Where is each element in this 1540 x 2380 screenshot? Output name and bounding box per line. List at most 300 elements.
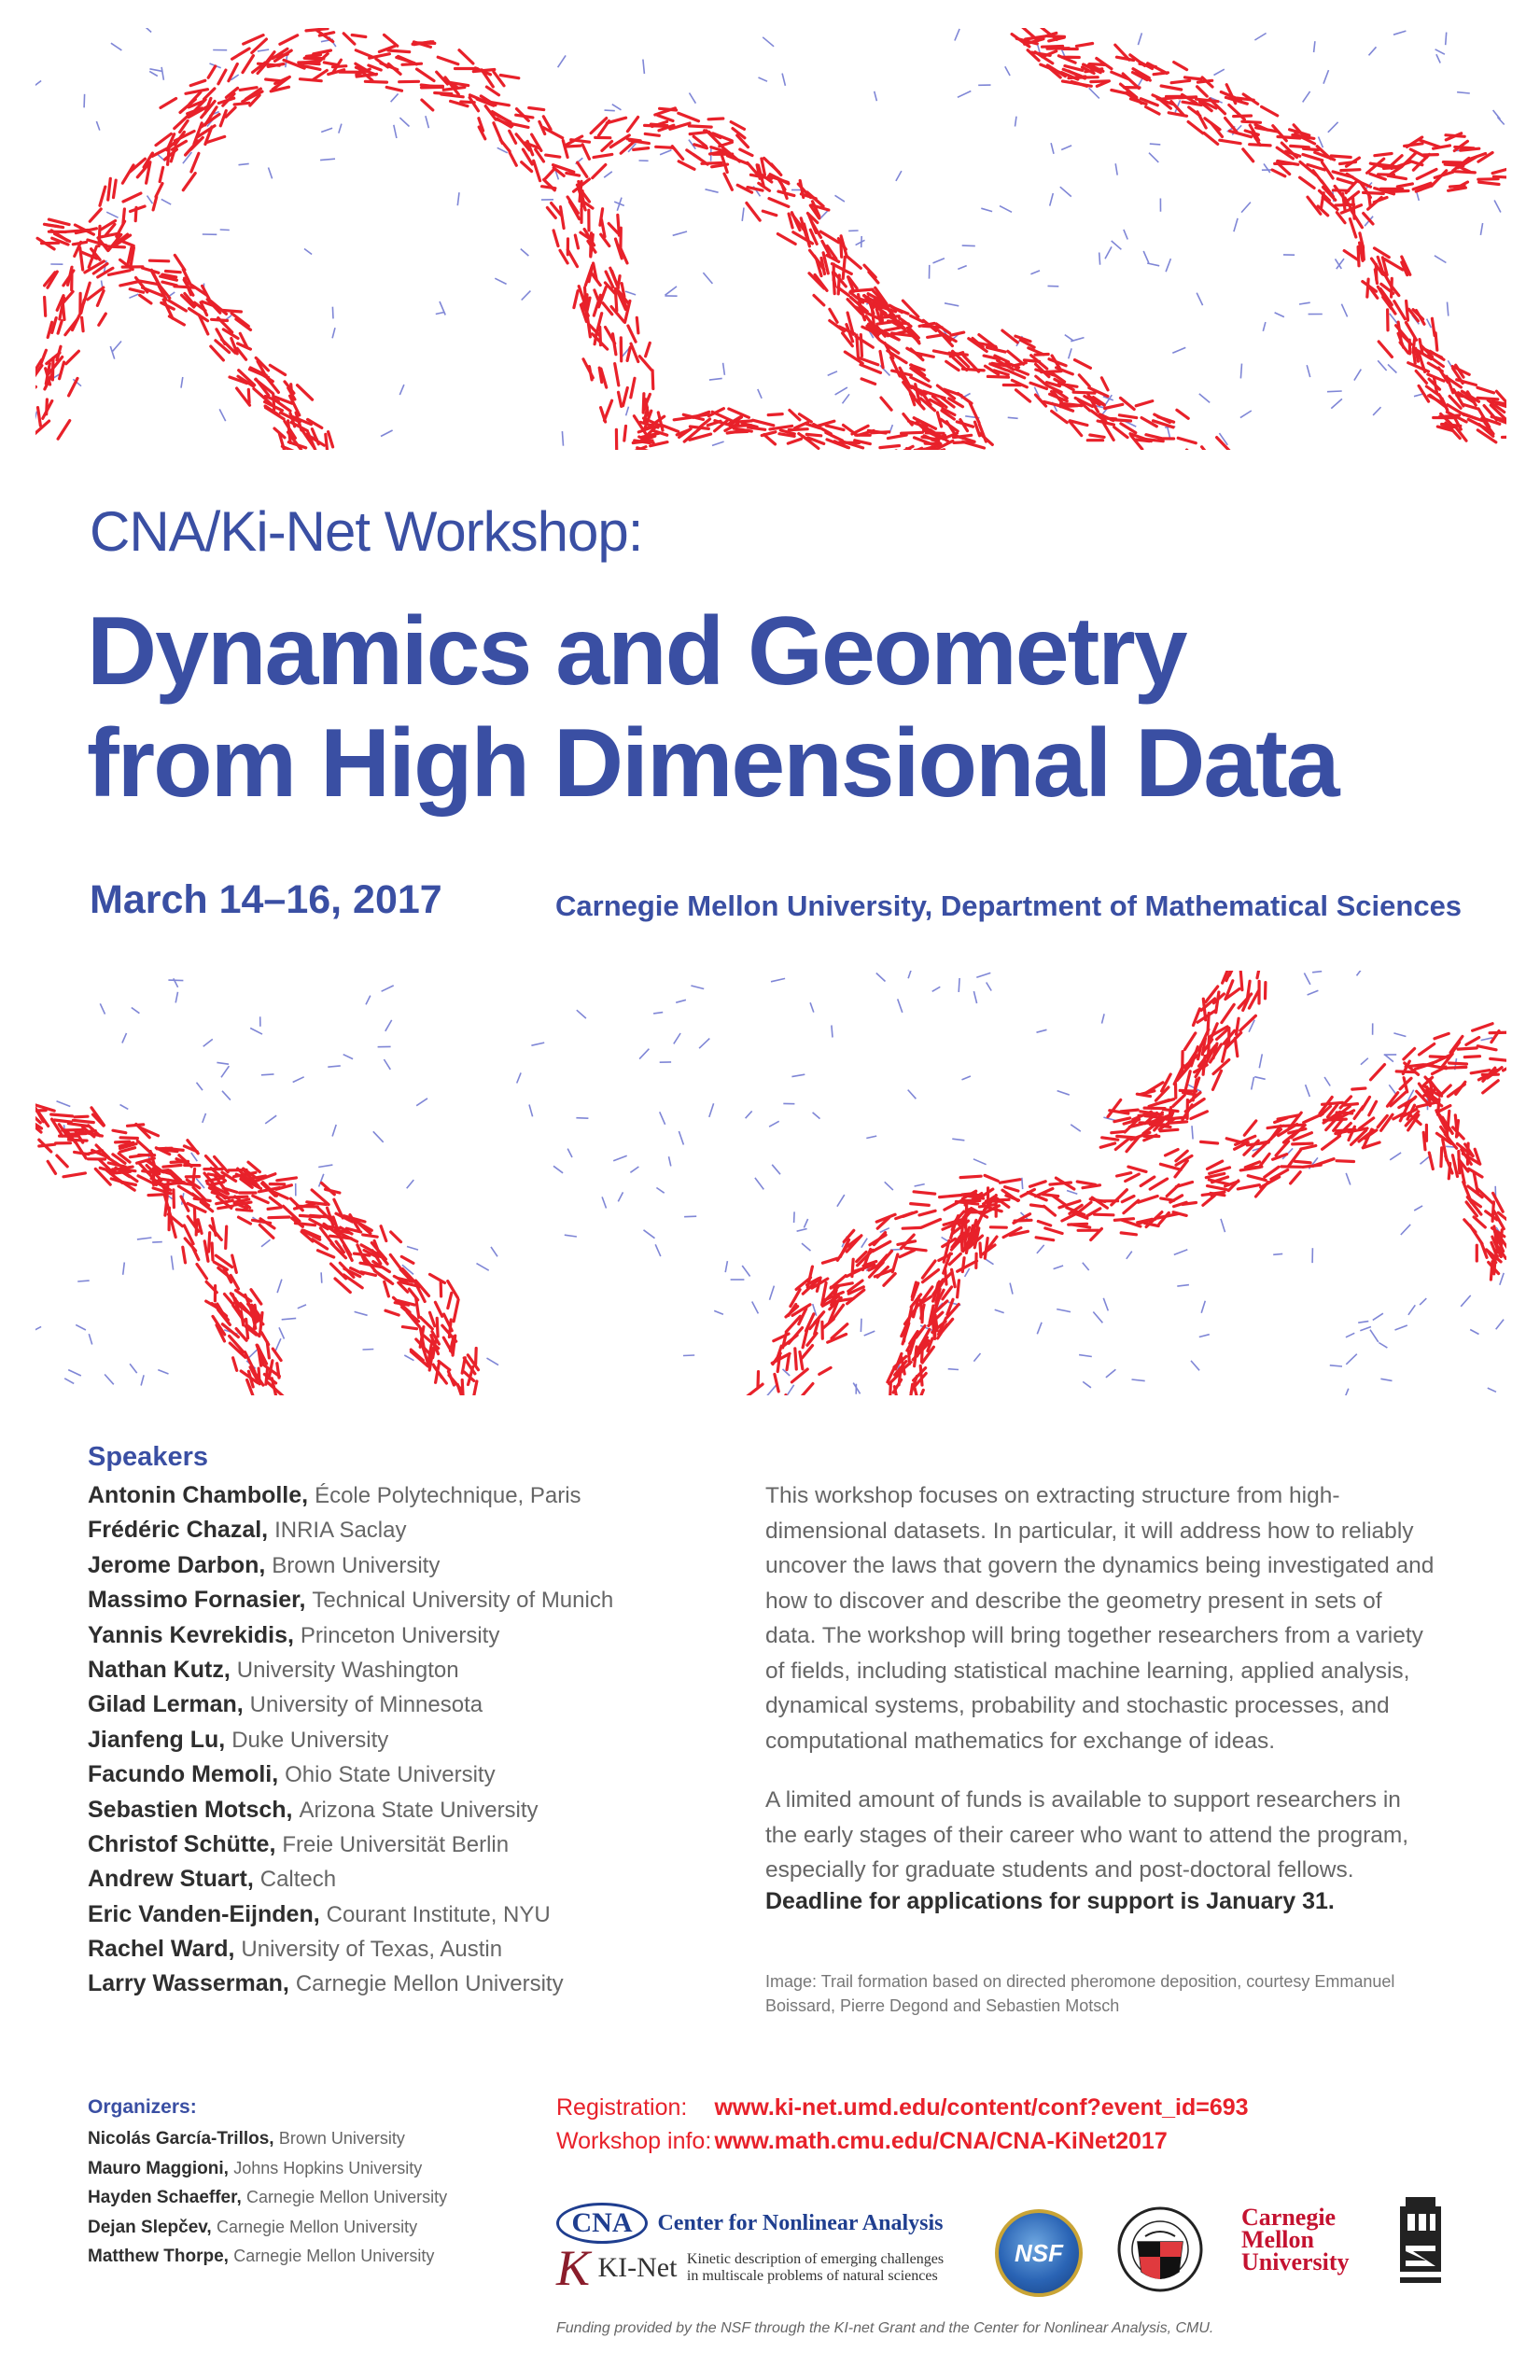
trail-particle bbox=[960, 1176, 981, 1177]
trail-particle bbox=[1210, 1168, 1230, 1174]
trail-particle bbox=[73, 1120, 93, 1122]
trail-particle bbox=[269, 1361, 273, 1379]
free-particle bbox=[1079, 1355, 1092, 1357]
trail-particle bbox=[218, 70, 226, 84]
trail-particle bbox=[402, 63, 422, 64]
trail-particle bbox=[120, 1138, 137, 1139]
trail-particle bbox=[605, 400, 612, 420]
free-particle bbox=[981, 208, 992, 211]
trail-particle bbox=[35, 1111, 46, 1112]
trail-particle bbox=[385, 1281, 389, 1296]
free-particle bbox=[172, 1255, 174, 1269]
trail-particle bbox=[567, 173, 580, 175]
trail-particle bbox=[1272, 170, 1285, 176]
trail-particle bbox=[627, 118, 637, 132]
trail-particle bbox=[819, 1367, 831, 1374]
free-particle bbox=[576, 1118, 588, 1119]
trail-particle bbox=[1149, 1100, 1169, 1107]
trail-particle bbox=[1059, 384, 1078, 386]
free-particle bbox=[1401, 1225, 1410, 1235]
trail-particle bbox=[1503, 437, 1507, 438]
trail-particle bbox=[390, 1254, 401, 1269]
trail-particle bbox=[153, 197, 157, 210]
free-particle bbox=[1191, 1361, 1199, 1370]
workshop-info-link[interactable]: www.math.cmu.edu/CNA/CNA-KiNet2017 bbox=[714, 2128, 1168, 2154]
free-particle bbox=[958, 266, 966, 270]
free-particle bbox=[908, 1090, 917, 1099]
free-particle bbox=[794, 1211, 795, 1223]
trail-particle bbox=[1091, 81, 1108, 82]
free-particle bbox=[767, 1385, 777, 1395]
trail-particle bbox=[114, 180, 117, 198]
trail-particle bbox=[900, 1251, 915, 1257]
trail-particle bbox=[768, 414, 782, 415]
free-particle bbox=[1174, 1250, 1188, 1255]
trail-particle bbox=[1044, 1206, 1056, 1215]
trail-particle bbox=[1124, 1200, 1139, 1213]
free-particle bbox=[265, 1115, 276, 1124]
trail-particle bbox=[277, 1178, 297, 1181]
free-particle bbox=[1308, 990, 1319, 995]
trail-particle bbox=[356, 50, 371, 57]
trail-particle bbox=[1479, 182, 1499, 184]
trail-particle bbox=[266, 1368, 268, 1384]
free-particle bbox=[802, 1243, 811, 1251]
trail-particle bbox=[593, 165, 606, 178]
trail-particle bbox=[791, 1369, 807, 1382]
kinet-logo bbox=[556, 2240, 945, 2296]
free-particle bbox=[1000, 206, 1012, 213]
trail-particle bbox=[1047, 36, 1064, 37]
trail-particle bbox=[66, 351, 79, 364]
free-particle bbox=[1103, 1117, 1115, 1120]
free-particle bbox=[141, 1375, 144, 1385]
trail-particle bbox=[885, 328, 901, 330]
trail-particle bbox=[259, 63, 280, 65]
trail-particle bbox=[448, 1281, 458, 1298]
free-particle bbox=[665, 287, 678, 295]
free-particle bbox=[529, 1105, 533, 1117]
trail-particle bbox=[1467, 1143, 1468, 1164]
free-particle bbox=[277, 1280, 282, 1294]
trail-particle bbox=[789, 1328, 803, 1344]
trail-particle bbox=[1139, 1197, 1158, 1203]
trail-particle bbox=[270, 365, 285, 374]
free-particle bbox=[96, 121, 99, 131]
trail-particle bbox=[75, 1152, 89, 1154]
trail-particle bbox=[637, 317, 638, 333]
trail-particle bbox=[902, 432, 923, 433]
trail-particle bbox=[861, 379, 875, 385]
trail-particle bbox=[365, 81, 386, 82]
trail-particle bbox=[1477, 387, 1494, 393]
free-particle bbox=[1106, 1369, 1116, 1378]
trail-particle bbox=[280, 35, 298, 45]
free-particle bbox=[684, 1216, 696, 1217]
free-particle bbox=[1358, 1322, 1368, 1323]
trail-particle bbox=[1038, 1222, 1050, 1226]
free-particle bbox=[772, 1165, 780, 1174]
trail-particle bbox=[693, 155, 707, 165]
trail-particle bbox=[970, 403, 979, 423]
organizer-affiliation: Carnegie Mellon University bbox=[233, 2247, 435, 2265]
trail-particle bbox=[1353, 198, 1355, 218]
trail-particle bbox=[1090, 435, 1104, 437]
free-particle bbox=[876, 973, 886, 982]
trail-particle bbox=[1122, 1197, 1134, 1202]
free-particle bbox=[1304, 973, 1310, 985]
cmu-logo-line-1: Carnegie bbox=[1241, 2204, 1337, 2231]
free-particle bbox=[1263, 322, 1266, 331]
free-particle bbox=[932, 987, 941, 991]
free-particle bbox=[1201, 1301, 1205, 1313]
trail-particle bbox=[160, 167, 163, 181]
trail-particle bbox=[1100, 1143, 1114, 1147]
free-particle bbox=[1331, 399, 1342, 408]
free-particle bbox=[1264, 163, 1270, 173]
trail-particle bbox=[194, 1208, 195, 1226]
free-particle bbox=[742, 208, 744, 221]
trail-particle bbox=[553, 231, 558, 246]
trail-particle bbox=[474, 1381, 477, 1395]
trail-particle bbox=[727, 156, 748, 164]
free-particle bbox=[1015, 117, 1017, 127]
trail-particle bbox=[1379, 342, 1392, 357]
speakers-list bbox=[88, 1478, 613, 2002]
trail-particle bbox=[1095, 1214, 1113, 1215]
speaker-name: Massimo Fornasier, bbox=[88, 1587, 306, 1614]
trail-particle bbox=[1435, 333, 1437, 350]
trail-particle bbox=[962, 1258, 964, 1272]
free-particle bbox=[752, 1302, 759, 1314]
trail-particle bbox=[1179, 97, 1197, 98]
free-particle bbox=[669, 1156, 671, 1166]
trail-particle bbox=[928, 335, 942, 337]
free-particle bbox=[1414, 1206, 1422, 1211]
trail-particle bbox=[603, 303, 612, 315]
trail-particle bbox=[619, 392, 622, 406]
free-particle bbox=[382, 986, 394, 991]
trail-particle bbox=[753, 420, 774, 426]
trail-particle bbox=[610, 135, 629, 147]
trail-particle bbox=[1491, 1058, 1506, 1060]
free-particle bbox=[328, 1066, 341, 1067]
trail-particle bbox=[1052, 412, 1068, 423]
trail-particle bbox=[1293, 1143, 1312, 1144]
free-particle bbox=[1346, 1354, 1357, 1365]
trail-particle bbox=[1457, 1121, 1459, 1137]
trail-particle bbox=[822, 1258, 837, 1263]
trail-particle bbox=[68, 1124, 88, 1127]
speaker-affiliation: Carnegie Mellon University bbox=[295, 1971, 564, 1997]
trail-particle bbox=[689, 126, 711, 127]
trail-particle bbox=[1360, 1118, 1374, 1128]
trail-particle bbox=[435, 93, 452, 94]
free-particle bbox=[1214, 69, 1225, 75]
trail-particle bbox=[1250, 145, 1270, 146]
trail-particle bbox=[945, 1200, 962, 1210]
trail-particle bbox=[529, 108, 544, 110]
free-particle bbox=[1240, 411, 1252, 418]
trail-particle bbox=[252, 1220, 270, 1223]
speaker-name: Antonin Chambolle, bbox=[88, 1482, 309, 1508]
free-particle bbox=[1037, 1029, 1047, 1032]
carnegie-mellon-logo bbox=[1241, 2206, 1353, 2274]
trail-particle bbox=[1098, 421, 1113, 425]
trail-particle bbox=[1161, 86, 1182, 90]
trail-particle bbox=[1368, 193, 1370, 206]
free-particle bbox=[1149, 153, 1158, 162]
free-particle bbox=[856, 240, 865, 245]
organizer-affiliation: Johns Hopkins University bbox=[233, 2158, 423, 2177]
trail-particle bbox=[326, 434, 328, 450]
organizer-item bbox=[88, 2154, 447, 2184]
trail-particle bbox=[985, 1175, 998, 1181]
free-particle bbox=[1057, 1309, 1071, 1312]
trail-particle bbox=[1201, 1141, 1218, 1143]
trail-particle bbox=[954, 441, 974, 442]
free-particle bbox=[219, 409, 226, 421]
trail-particle bbox=[38, 408, 41, 427]
trail-particle bbox=[1420, 1044, 1435, 1055]
free-particle bbox=[958, 91, 971, 98]
trail-particle bbox=[1174, 63, 1187, 70]
trail-particle bbox=[63, 1130, 83, 1131]
trail-particle bbox=[1343, 194, 1346, 212]
free-particle bbox=[1369, 47, 1377, 55]
free-particle bbox=[373, 1131, 384, 1142]
trail-particle bbox=[1304, 148, 1319, 149]
trail-particle bbox=[1043, 1195, 1057, 1197]
registration-label: Registration: bbox=[556, 2094, 688, 2121]
speaker-name: Jianfeng Lu, bbox=[88, 1726, 226, 1753]
free-particle bbox=[626, 407, 629, 416]
free-particle bbox=[986, 1259, 994, 1265]
trail-particle bbox=[1204, 133, 1218, 145]
trail-particle bbox=[318, 1251, 334, 1257]
free-particle bbox=[771, 978, 785, 981]
trail-particle bbox=[1184, 1033, 1195, 1050]
workshop-title bbox=[87, 595, 1487, 819]
trail-particle bbox=[1167, 1117, 1186, 1119]
free-particle bbox=[1346, 1333, 1354, 1337]
trail-particle bbox=[826, 426, 844, 430]
trail-particle bbox=[594, 154, 612, 157]
trail-particle bbox=[1459, 1152, 1460, 1173]
speaker-name: Andrew Stuart, bbox=[88, 1866, 254, 1893]
free-particle bbox=[1124, 230, 1127, 240]
trail-particle bbox=[775, 1374, 778, 1392]
trail-particle bbox=[799, 414, 811, 422]
speaker-name: Eric Vanden-Eijnden, bbox=[88, 1900, 320, 1927]
free-particle bbox=[1241, 203, 1251, 213]
free-particle bbox=[1093, 1312, 1102, 1323]
trail-particle bbox=[476, 1349, 477, 1365]
free-particle bbox=[355, 1311, 368, 1315]
trail-particle bbox=[1075, 360, 1091, 369]
trail-particle bbox=[582, 145, 589, 160]
trail-particle bbox=[575, 235, 578, 248]
trail-particle bbox=[652, 371, 653, 389]
trail-particle bbox=[1405, 144, 1422, 147]
trail-particle bbox=[516, 115, 533, 118]
registration-row bbox=[556, 2091, 1249, 2124]
free-particle bbox=[813, 1113, 820, 1119]
trail-particle bbox=[217, 1304, 229, 1323]
trail-particle bbox=[51, 1114, 73, 1116]
trail-particle bbox=[1407, 301, 1408, 321]
trail-particle bbox=[1291, 1172, 1301, 1183]
speaker-item bbox=[88, 1653, 613, 1687]
free-particle bbox=[1388, 364, 1396, 372]
trail-particle bbox=[388, 50, 410, 52]
free-particle bbox=[1199, 394, 1210, 403]
trail-particle bbox=[58, 321, 62, 333]
trail-particle bbox=[1030, 1182, 1046, 1187]
trail-particle bbox=[122, 165, 133, 183]
trail-particle bbox=[772, 164, 781, 175]
trail-particle bbox=[793, 232, 813, 244]
trail-particle bbox=[295, 1224, 315, 1225]
free-particle bbox=[332, 307, 333, 319]
speaker-affiliation: Freie Universität Berlin bbox=[282, 1831, 510, 1857]
trail-particle bbox=[645, 133, 659, 135]
trail-particle bbox=[266, 79, 280, 81]
trail-particle bbox=[915, 1388, 920, 1395]
free-particle bbox=[639, 1049, 649, 1059]
trail-particle bbox=[613, 334, 616, 355]
free-particle bbox=[1115, 163, 1117, 175]
trail-particle bbox=[1242, 121, 1261, 122]
free-particle bbox=[105, 1375, 114, 1385]
trail-particle bbox=[231, 314, 248, 327]
free-particle bbox=[343, 1055, 353, 1059]
free-particle bbox=[1341, 304, 1347, 317]
trail-particle bbox=[226, 107, 235, 117]
trail-particle bbox=[888, 435, 906, 439]
free-particle bbox=[416, 1099, 427, 1106]
trail-particle bbox=[108, 178, 111, 200]
event-links bbox=[556, 2091, 1249, 2158]
trail-particle bbox=[769, 199, 789, 207]
trail-particle bbox=[881, 398, 891, 410]
trail-particle bbox=[217, 1200, 233, 1203]
trail-particle bbox=[1295, 1161, 1310, 1163]
trail-particle bbox=[385, 1310, 399, 1315]
speaker-item bbox=[88, 1932, 613, 1967]
trail-particle bbox=[243, 56, 253, 73]
trail-particle bbox=[174, 1190, 175, 1208]
speaker-name: Frédéric Chazal, bbox=[88, 1517, 269, 1544]
free-particle bbox=[385, 1020, 392, 1031]
trail-particle bbox=[1174, 1202, 1187, 1206]
trail-particle bbox=[1341, 170, 1360, 171]
trail-particle bbox=[391, 1232, 401, 1242]
trail-particle bbox=[135, 207, 136, 220]
free-particle bbox=[1303, 91, 1310, 103]
free-particle bbox=[122, 1033, 127, 1043]
trail-particle bbox=[100, 187, 105, 205]
trail-particle bbox=[300, 1215, 319, 1217]
free-particle bbox=[565, 1235, 577, 1237]
trail-particle bbox=[1126, 1174, 1140, 1182]
workshop-info-label: Workshop info: bbox=[556, 2128, 712, 2154]
trail-particle bbox=[1350, 219, 1355, 238]
trail-particle bbox=[1413, 349, 1415, 363]
trail-particle bbox=[740, 149, 752, 156]
trail-particle bbox=[105, 246, 124, 247]
trail-particle bbox=[586, 295, 587, 312]
trail-particle bbox=[1404, 1049, 1415, 1059]
free-particle bbox=[149, 69, 161, 72]
trail-particle bbox=[1112, 1131, 1126, 1132]
free-particle bbox=[660, 150, 671, 155]
free-particle bbox=[769, 1121, 779, 1127]
trail-particle bbox=[958, 1261, 977, 1271]
free-particle bbox=[1051, 143, 1054, 154]
free-particle bbox=[129, 294, 138, 298]
free-particle bbox=[604, 172, 612, 177]
free-particle bbox=[1354, 370, 1361, 381]
free-particle bbox=[746, 1111, 752, 1118]
registration-link[interactable]: www.ki-net.umd.edu/content/conf?event_id=693 bbox=[714, 2094, 1249, 2121]
trail-particle bbox=[631, 378, 635, 398]
trail-particle bbox=[1000, 1180, 1020, 1183]
free-particle bbox=[787, 1385, 793, 1395]
trail-particle bbox=[1036, 1238, 1054, 1240]
free-particle bbox=[1378, 360, 1386, 371]
free-particle bbox=[399, 118, 409, 126]
free-particle bbox=[1071, 1125, 1081, 1131]
trail-particle bbox=[1478, 179, 1498, 180]
trail-particle bbox=[567, 250, 577, 267]
trail-particle bbox=[226, 1226, 227, 1248]
trail-particle bbox=[843, 257, 845, 278]
speakers-heading: Speakers bbox=[88, 1442, 208, 1472]
speaker-item bbox=[88, 1827, 613, 1862]
trail-particle bbox=[933, 351, 952, 355]
free-particle bbox=[321, 1272, 322, 1282]
trail-particle bbox=[1303, 1165, 1321, 1167]
speaker-item bbox=[88, 1687, 613, 1722]
trail-particle bbox=[1117, 1136, 1136, 1138]
trail-particle bbox=[251, 1290, 261, 1304]
trail-particle bbox=[1473, 1024, 1493, 1031]
trail-particle bbox=[221, 310, 241, 312]
free-particle bbox=[625, 291, 636, 295]
free-particle bbox=[674, 1033, 680, 1043]
trail-particle bbox=[1117, 1173, 1131, 1176]
speaker-affiliation: Caltech bbox=[259, 1867, 337, 1893]
trail-particle bbox=[324, 63, 337, 65]
trail-particle bbox=[1146, 435, 1161, 439]
image-credit: Image: Trail formation based on directed pheromone deposition, courtesy Emmanuel Boissard, Pierre Degond and Sebastien Motsch bbox=[765, 1972, 1395, 2015]
free-particle bbox=[866, 1136, 876, 1138]
free-particle bbox=[653, 1013, 663, 1014]
trail-particle bbox=[658, 116, 674, 121]
trail-particle bbox=[720, 142, 733, 146]
trail-particle bbox=[401, 1256, 413, 1263]
free-particle bbox=[1166, 259, 1170, 272]
free-particle bbox=[714, 1310, 723, 1314]
trail-particle bbox=[1289, 1129, 1306, 1133]
trail-particle bbox=[1471, 1071, 1490, 1073]
free-particle bbox=[690, 93, 696, 104]
trail-particle bbox=[69, 378, 77, 396]
free-particle bbox=[973, 1159, 987, 1165]
trail-particle bbox=[1493, 176, 1506, 177]
trail-particle bbox=[787, 1355, 789, 1370]
